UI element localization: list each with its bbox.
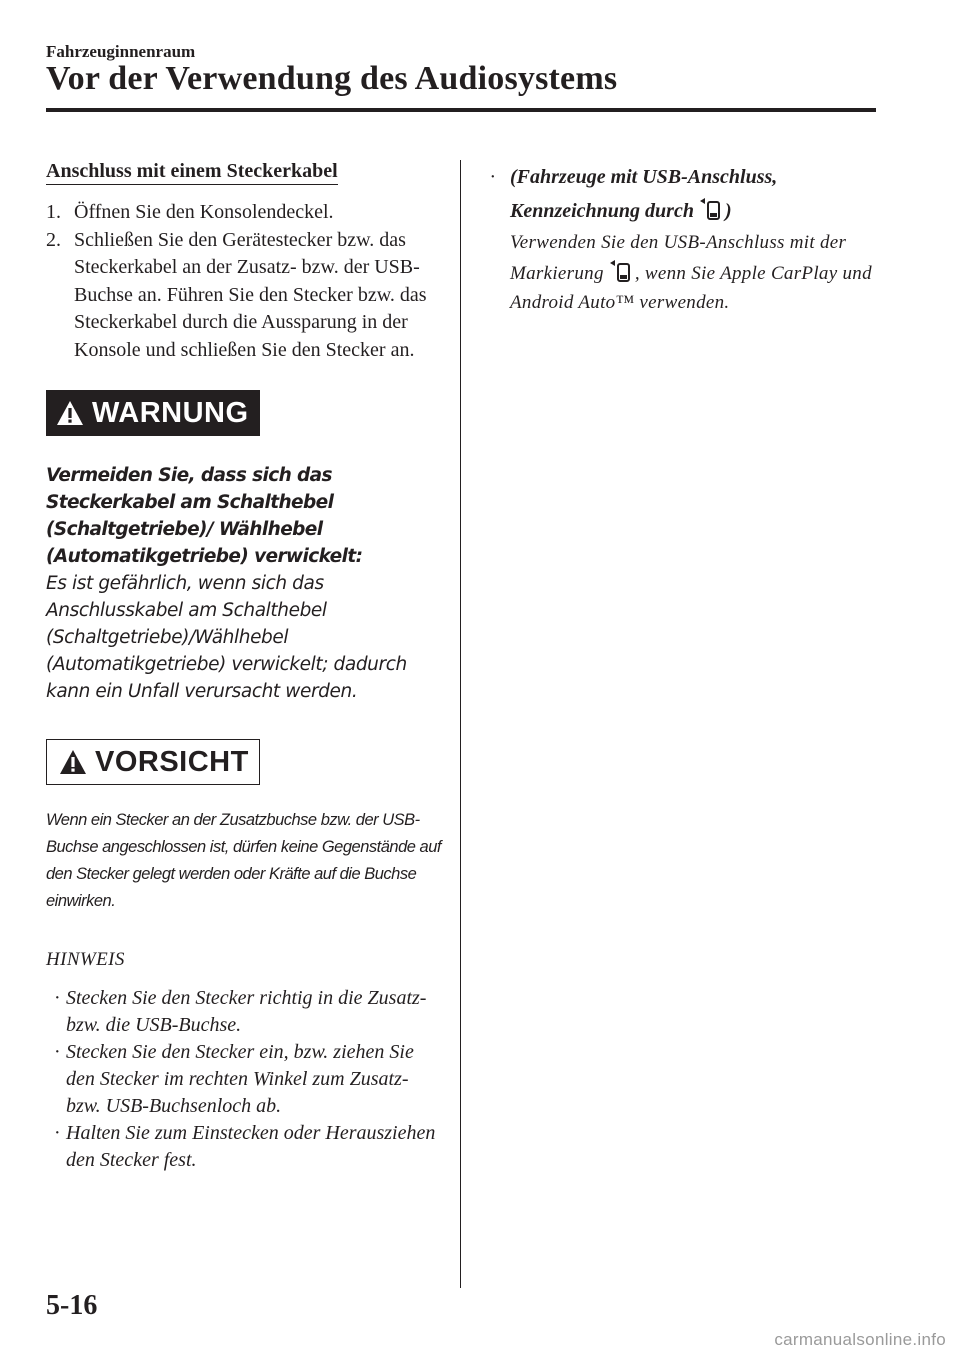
- bullet: ·: [54, 1041, 60, 1063]
- section-label: Fahrzeuginnenraum: [46, 42, 196, 61]
- step-number: 2.: [46, 228, 61, 251]
- bullet: ·: [54, 1122, 60, 1144]
- watermark: carmanualsonline.info: [774, 1330, 946, 1349]
- right-column: [490, 160, 890, 317]
- note-list: [46, 985, 441, 1174]
- step-text: Schließen Sie den Gerätestecker bzw. das Steckerkabel an der Zusatz- bzw. der USB-Buchse an. Führen Sie den Stecker bzw. das Steckerkabel durch die Aussparung in der Konsole und schließen Sie den Stecker an.: [74, 228, 427, 361]
- list-item: [46, 1039, 441, 1120]
- step-number: 1.: [46, 201, 61, 223]
- phone-usb-icon: [609, 257, 635, 283]
- warning-badge: [46, 390, 260, 436]
- list-item: [46, 985, 441, 1039]
- list-item: [46, 227, 441, 365]
- list-item: [46, 199, 441, 227]
- list-item: [46, 1120, 441, 1174]
- step-list: [46, 199, 441, 364]
- caution-body: Wenn ein Stecker an der Zusatzbuchse bzw. der USB-Buchse angeschlossen ist, dürfen keine Gegenstände auf den Stecker gelegt werden oder Kräfte auf die Buchse einwirken.: [46, 811, 441, 910]
- note-text: Stecken Sie den Stecker richtig in die Zusatz- bzw. die USB-Buchse.: [66, 987, 427, 1036]
- title-rule: [46, 108, 876, 112]
- left-column: [46, 160, 441, 1174]
- step-text: Öffnen Sie den Konsolendeckel.: [74, 201, 334, 223]
- bullet: ·: [490, 166, 495, 188]
- warning-triangle-icon: [59, 749, 87, 775]
- caution-label: VORSICHT: [95, 745, 249, 778]
- subheading: Anschluss mit einem Steckerkabel: [46, 160, 338, 185]
- bullet: ·: [54, 987, 60, 1009]
- warning-heading: Vermeiden Sie, dass sich das Steckerkabel am Schalthebel (Schaltgetriebe)/ Wählhebel (Automatikgetriebe) verwickelt:: [46, 465, 363, 567]
- column-divider: [460, 160, 461, 1288]
- page-title: Vor der Verwendung des Audiosystems: [46, 60, 618, 97]
- note-text: Halten Sie zum Einstecken oder Herausziehen den Stecker fest.: [66, 1122, 436, 1171]
- warning-body: Es ist gefährlich, wenn sich das Anschlusskabel am Schalthebel (Schaltgetriebe)/Wählhebel (Automatikgetriebe) verwickelt; dadurch kann ein Unfall verursacht werden.: [46, 573, 407, 702]
- caution-badge: [46, 739, 260, 785]
- usb-note-body: Verwenden Sie den USB-Anschluss mit der Markierung , wenn Sie Apple CarPlay und Android Auto™ verwenden.: [510, 232, 872, 313]
- list-item: [490, 160, 890, 317]
- note-heading: HINWEIS: [46, 949, 125, 970]
- page-number: 5-16: [46, 1290, 98, 1321]
- phone-usb-icon: [699, 195, 725, 221]
- note-text: Stecken Sie den Stecker ein, bzw. ziehen Sie den Stecker im rechten Winkel zum Zusatz- bzw. USB-Buchsenloch ab.: [66, 1041, 414, 1117]
- warning-triangle-icon: [56, 400, 84, 426]
- warning-label: WARNUNG: [92, 396, 249, 429]
- usb-note-heading: (Fahrzeuge mit USB-Anschluss, Kennzeichnung durch ): [510, 166, 778, 222]
